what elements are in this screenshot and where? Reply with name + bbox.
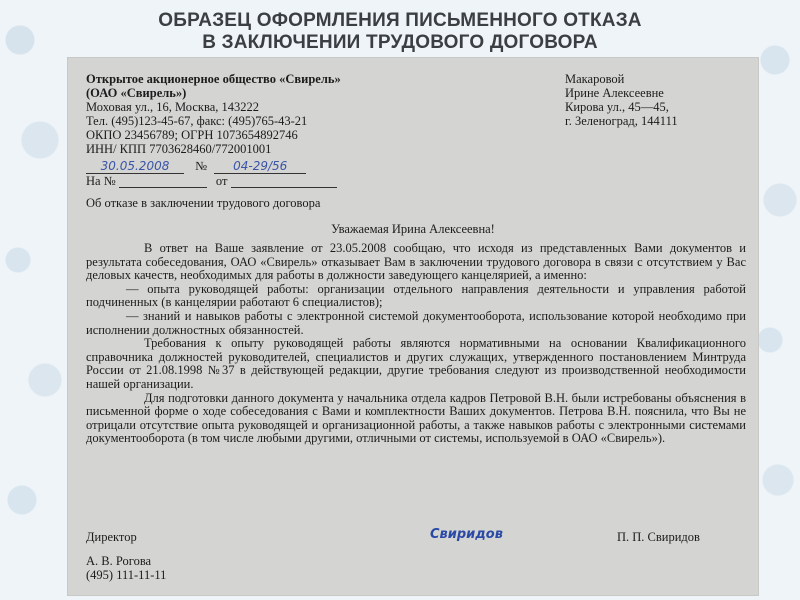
reference-line bbox=[86, 174, 337, 188]
sender-org-short: (ОАО «Свирель») bbox=[86, 86, 187, 100]
recipient-city: г. Зеленоград, 144111 bbox=[565, 114, 678, 128]
sender-address: Моховая ул., 16, Москва, 143222 bbox=[86, 100, 260, 114]
signatory-name: П. П. Свиридов bbox=[617, 530, 700, 544]
number-label: № bbox=[195, 159, 208, 173]
executor-phone: (495) 111-11-11 bbox=[86, 568, 167, 582]
recipient-surname: Макаровой bbox=[565, 72, 625, 86]
reference-from-label: от bbox=[215, 174, 228, 188]
registration-line bbox=[86, 159, 306, 174]
letter-paragraph: Для подготовки данного документа у начальника отдела кадров Петровой В.Н. были истребованы объяснения в письменной форме о ходе собеседования с Вами и комплектности Ваших документов. Петрова В.Н. пояснила, что Вы не отрицали отсутствие опыта руководящей и организационной работы, а также навыков работы с электронными системами документооборота (в том числе любыми другими, отличными от системы, используемой в ОАО «Свирель»). bbox=[86, 390, 746, 446]
recipient-street: Кирова ул., 45—45, bbox=[565, 100, 669, 114]
letter-paragraph: Требования к опыту руководящей работы являются нормативными на основании Квалификационного справочника должностей руководителей, специалистов и других служащих, утвержденного постановлением Минтруда России от 21.08.1998 №37 в действующей редакции, другие требования следуют из производственной необходимости нашей организации. bbox=[86, 336, 746, 391]
letter-paragraph: В ответ на Ваше заявление от 23.05.2008 сообщаю, что исходя из представленных Вами документов и результата собеседования, ОАО «Свирель» отказывает Вам в заключении трудового договора в связи с отсутствием у Вас деловых качеств, необходимых для работы в должности заведующего канцелярией, а именно: bbox=[86, 241, 746, 283]
title-line-2: В ЗАКЛЮЧЕНИИ ТРУДОВОГО ДОГОВОРА bbox=[202, 32, 598, 53]
letter-subject: Об отказе в заключении трудового договора bbox=[86, 196, 321, 210]
reference-number-blank bbox=[119, 175, 207, 188]
title-line-1: ОБРАЗЕЦ ОФОРМЛЕНИЯ ПИСЬМЕННОГО ОТКАЗА bbox=[158, 10, 642, 31]
background-decoration-left bbox=[0, 0, 70, 600]
letter-sheet bbox=[68, 58, 758, 595]
sender-block bbox=[86, 72, 341, 156]
sender-okpo: ОКПО 23456789; ОГРН 1073654892746 bbox=[86, 128, 298, 142]
sender-phone: Тел. (495)123-45-67, факс: (495)765-43-21 bbox=[86, 114, 308, 128]
sender-inn: ИНН/ КПП 7703628460/772001001 bbox=[86, 142, 272, 156]
letter-greeting: Уважаемая Ирина Алексеевна! bbox=[331, 222, 495, 236]
executor-name: А. В. Рогова bbox=[86, 554, 152, 568]
handwritten-signature: Свиридов bbox=[430, 527, 503, 542]
letter-paragraph: — знаний и навыков работы с электронной системой документооборота, использование которой необходимо при исполнении должностных обязанностей. bbox=[86, 308, 746, 337]
registration-date: 30.05.2008 bbox=[86, 159, 184, 174]
recipient-block bbox=[565, 72, 678, 128]
letter-body bbox=[86, 242, 746, 446]
sender-org-name: Открытое акционерное общество «Свирель» bbox=[86, 72, 341, 86]
page-title bbox=[60, 10, 740, 54]
reference-label: На № bbox=[86, 174, 116, 188]
reference-date-blank bbox=[231, 175, 337, 188]
letter-paragraph: — опыта руководящей работы: организации отдельного направления деятельности и управления работой подчиненных (в канцелярии работают 6 специалистов); bbox=[86, 281, 746, 310]
signatory-title: Директор bbox=[86, 530, 137, 544]
executor-block bbox=[86, 554, 166, 582]
recipient-name: Ирине Алексеевне bbox=[565, 86, 664, 100]
registration-number: 04-29/56 bbox=[214, 159, 306, 174]
